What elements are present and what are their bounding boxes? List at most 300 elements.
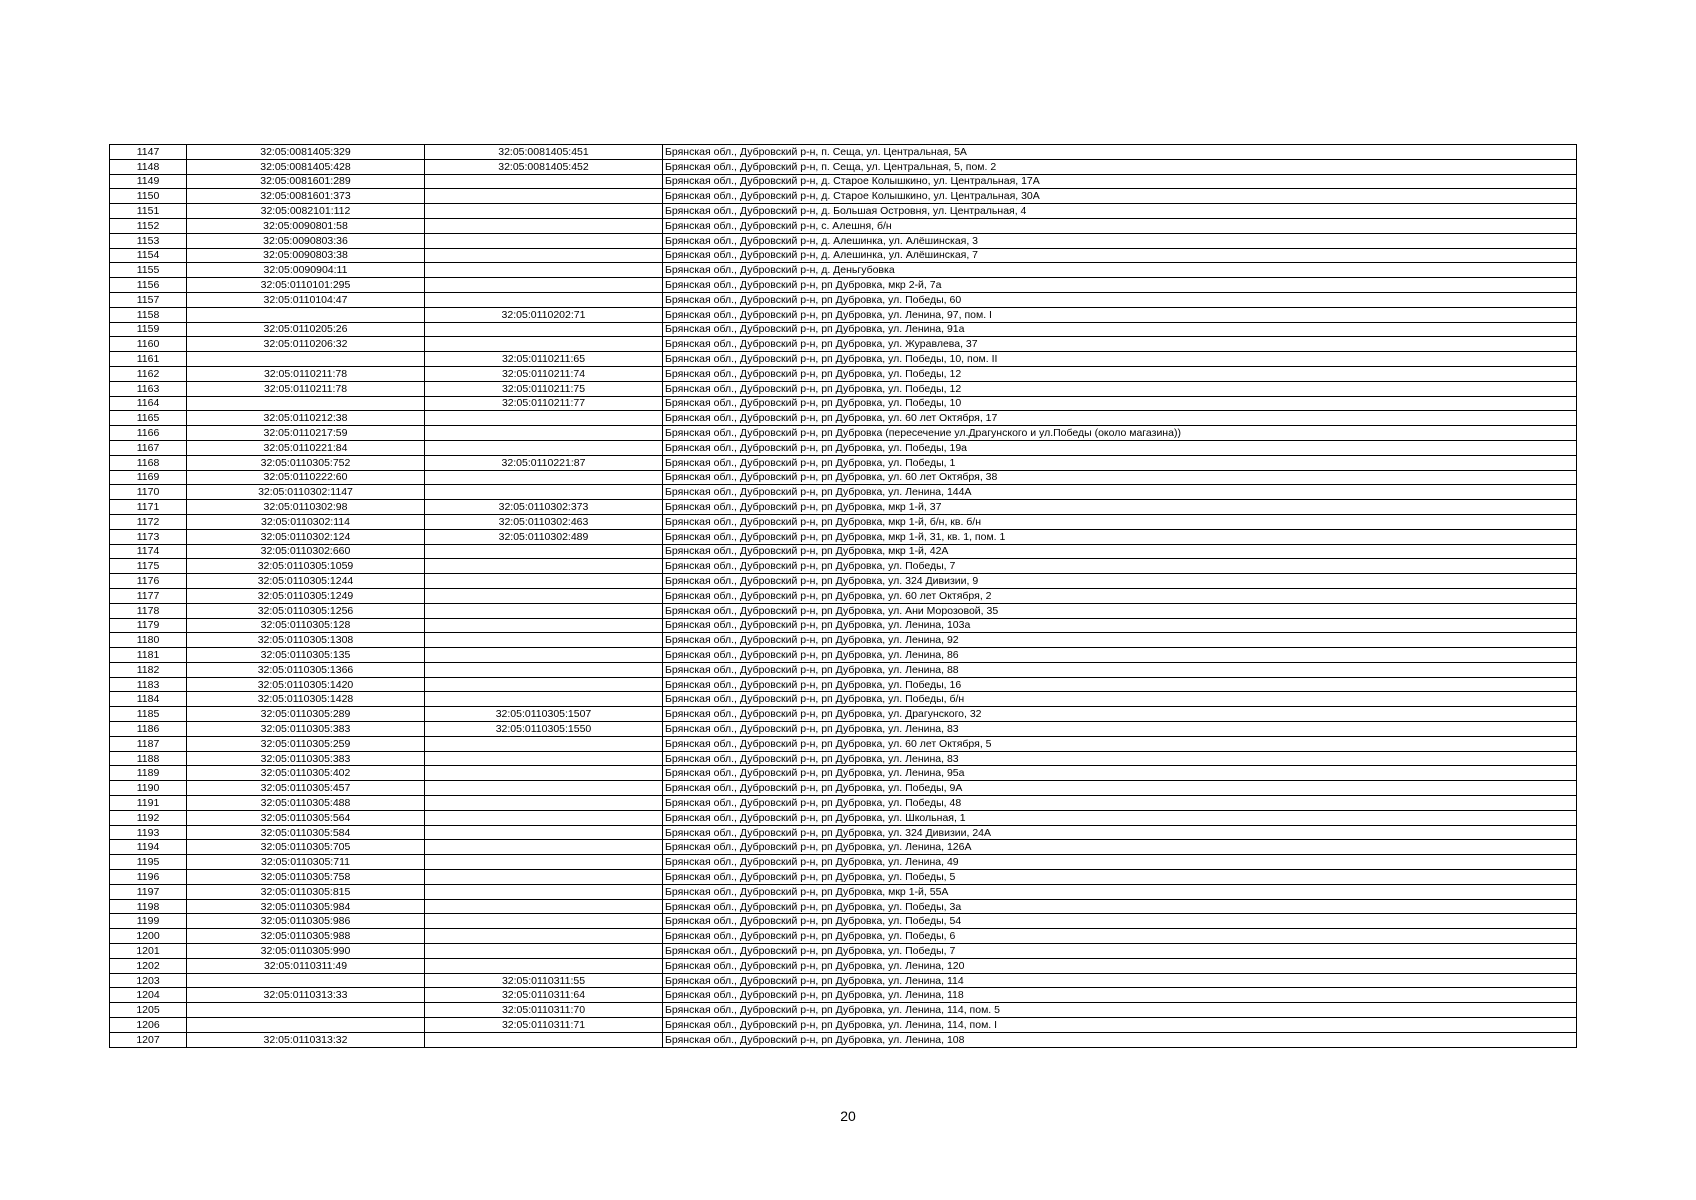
building-cadastral-number-cell: 32:05:0110211:77 bbox=[425, 396, 663, 411]
address-cell: Брянская обл., Дубровский р-н, д. Большая Островня, ул. Центральная, 4 bbox=[663, 204, 1577, 219]
building-cadastral-number-cell: 32:05:0110305:1550 bbox=[425, 722, 663, 737]
address-cell: Брянская обл., Дубровский р-н, рп Дубровка, мкр 1-й, 42А bbox=[663, 544, 1577, 559]
building-cadastral-number-cell: 32:05:0110302:463 bbox=[425, 514, 663, 529]
table-row bbox=[110, 292, 1577, 307]
address-cell: Брянская обл., Дубровский р-н, рп Дубровка, ул. Ленина, 114, пом. I bbox=[663, 1018, 1577, 1033]
land-cadastral-number-cell: 32:05:0081601:373 bbox=[187, 189, 425, 204]
address-cell: Брянская обл., Дубровский р-н, рп Дубровка, ул. Победы, 1 bbox=[663, 455, 1577, 470]
table-row bbox=[110, 958, 1577, 973]
address-cell: Брянская обл., Дубровский р-н, рп Дубровка, ул. Ленина, 120 bbox=[663, 958, 1577, 973]
address-cell: Брянская обл., Дубровский р-н, рп Дубровка, ул. Победы, 54 bbox=[663, 914, 1577, 929]
row-number-cell: 1173 bbox=[110, 529, 187, 544]
table-body bbox=[110, 145, 1577, 1048]
row-number-cell: 1179 bbox=[110, 618, 187, 633]
address-cell: Брянская обл., Дубровский р-н, д. Деньгубовка bbox=[663, 263, 1577, 278]
table-row bbox=[110, 870, 1577, 885]
table-row bbox=[110, 840, 1577, 855]
building-cadastral-number-cell bbox=[425, 662, 663, 677]
table-row bbox=[110, 707, 1577, 722]
row-number-cell: 1187 bbox=[110, 736, 187, 751]
land-cadastral-number-cell: 32:05:0110305:1059 bbox=[187, 559, 425, 574]
building-cadastral-number-cell bbox=[425, 751, 663, 766]
land-cadastral-number-cell: 32:05:0110211:78 bbox=[187, 366, 425, 381]
row-number-cell: 1193 bbox=[110, 825, 187, 840]
table-row bbox=[110, 366, 1577, 381]
building-cadastral-number-cell bbox=[425, 292, 663, 307]
land-cadastral-number-cell bbox=[187, 396, 425, 411]
table-row bbox=[110, 174, 1577, 189]
building-cadastral-number-cell bbox=[425, 574, 663, 589]
table-row bbox=[110, 884, 1577, 899]
building-cadastral-number-cell bbox=[425, 248, 663, 263]
building-cadastral-number-cell bbox=[425, 204, 663, 219]
row-number-cell: 1154 bbox=[110, 248, 187, 263]
table-row bbox=[110, 662, 1577, 677]
land-cadastral-number-cell: 32:05:0110305:1249 bbox=[187, 588, 425, 603]
table-row bbox=[110, 307, 1577, 322]
table-row bbox=[110, 944, 1577, 959]
table-row bbox=[110, 500, 1577, 515]
land-cadastral-number-cell: 32:05:0110305:402 bbox=[187, 766, 425, 781]
row-number-cell: 1152 bbox=[110, 218, 187, 233]
row-number-cell: 1157 bbox=[110, 292, 187, 307]
building-cadastral-number-cell bbox=[425, 766, 663, 781]
land-cadastral-number-cell: 32:05:0110305:990 bbox=[187, 944, 425, 959]
land-cadastral-number-cell: 32:05:0081601:289 bbox=[187, 174, 425, 189]
address-cell: Брянская обл., Дубровский р-н, рп Дубровка, ул. 324 Дивизии, 24А bbox=[663, 825, 1577, 840]
address-cell: Брянская обл., Дубровский р-н, рп Дубровка, ул. 324 Дивизии, 9 bbox=[663, 574, 1577, 589]
address-cell: Брянская обл., Дубровский р-н, рп Дубровка, ул. Победы, 7 bbox=[663, 559, 1577, 574]
row-number-cell: 1178 bbox=[110, 603, 187, 618]
address-cell: Брянская обл., Дубровский р-н, рп Дубровка, ул. 60 лет Октября, 38 bbox=[663, 470, 1577, 485]
row-number-cell: 1202 bbox=[110, 958, 187, 973]
row-number-cell: 1147 bbox=[110, 145, 187, 160]
address-cell: Брянская обл., Дубровский р-н, рп Дубровка, ул. Победы, 60 bbox=[663, 292, 1577, 307]
land-cadastral-number-cell: 32:05:0110305:383 bbox=[187, 722, 425, 737]
building-cadastral-number-cell bbox=[425, 440, 663, 455]
row-number-cell: 1150 bbox=[110, 189, 187, 204]
row-number-cell: 1156 bbox=[110, 278, 187, 293]
address-cell: Брянская обл., Дубровский р-н, рп Дубровка, ул. Победы, 3а bbox=[663, 899, 1577, 914]
table-row bbox=[110, 248, 1577, 263]
table-row bbox=[110, 396, 1577, 411]
building-cadastral-number-cell bbox=[425, 825, 663, 840]
building-cadastral-number-cell: 32:05:0081405:452 bbox=[425, 159, 663, 174]
land-cadastral-number-cell: 32:05:0110305:488 bbox=[187, 796, 425, 811]
land-cadastral-number-cell bbox=[187, 352, 425, 367]
row-number-cell: 1181 bbox=[110, 648, 187, 663]
address-cell: Брянская обл., Дубровский р-н, рп Дубровка, ул. Победы, 16 bbox=[663, 677, 1577, 692]
land-cadastral-number-cell: 32:05:0110305:711 bbox=[187, 855, 425, 870]
table-row bbox=[110, 825, 1577, 840]
row-number-cell: 1163 bbox=[110, 381, 187, 396]
row-number-cell: 1155 bbox=[110, 263, 187, 278]
row-number-cell: 1186 bbox=[110, 722, 187, 737]
address-cell: Брянская обл., Дубровский р-н, рп Дубровка, ул. Победы, 10 bbox=[663, 396, 1577, 411]
building-cadastral-number-cell bbox=[425, 677, 663, 692]
land-cadastral-number-cell: 32:05:0110302:114 bbox=[187, 514, 425, 529]
table-row bbox=[110, 411, 1577, 426]
building-cadastral-number-cell: 32:05:0110202:71 bbox=[425, 307, 663, 322]
address-cell: Брянская обл., Дубровский р-н, д. Старое Колышкино, ул. Центральная, 30А bbox=[663, 189, 1577, 204]
row-number-cell: 1195 bbox=[110, 855, 187, 870]
land-cadastral-number-cell: 32:05:0110217:59 bbox=[187, 426, 425, 441]
row-number-cell: 1198 bbox=[110, 899, 187, 914]
table-row bbox=[110, 1018, 1577, 1033]
land-cadastral-number-cell: 32:05:0110305:1256 bbox=[187, 603, 425, 618]
table-row bbox=[110, 145, 1577, 160]
address-cell: Брянская обл., Дубровский р-н, п. Сеща, ул. Центральная, 5А bbox=[663, 145, 1577, 160]
row-number-cell: 1194 bbox=[110, 840, 187, 855]
table-row bbox=[110, 337, 1577, 352]
table-row bbox=[110, 159, 1577, 174]
building-cadastral-number-cell bbox=[425, 736, 663, 751]
table-row bbox=[110, 899, 1577, 914]
land-cadastral-number-cell: 32:05:0081405:329 bbox=[187, 145, 425, 160]
row-number-cell: 1185 bbox=[110, 707, 187, 722]
building-cadastral-number-cell bbox=[425, 603, 663, 618]
row-number-cell: 1183 bbox=[110, 677, 187, 692]
row-number-cell: 1200 bbox=[110, 929, 187, 944]
building-cadastral-number-cell bbox=[425, 692, 663, 707]
table-row bbox=[110, 781, 1577, 796]
building-cadastral-number-cell bbox=[425, 544, 663, 559]
land-cadastral-number-cell: 32:05:0110305:705 bbox=[187, 840, 425, 855]
land-cadastral-number-cell: 32:05:0110221:84 bbox=[187, 440, 425, 455]
building-cadastral-number-cell: 32:05:0110211:74 bbox=[425, 366, 663, 381]
land-cadastral-number-cell: 32:05:0090803:36 bbox=[187, 233, 425, 248]
row-number-cell: 1172 bbox=[110, 514, 187, 529]
land-cadastral-number-cell: 32:05:0110305:128 bbox=[187, 618, 425, 633]
row-number-cell: 1165 bbox=[110, 411, 187, 426]
land-cadastral-number-cell: 32:05:0090801:58 bbox=[187, 218, 425, 233]
land-cadastral-number-cell: 32:05:0110211:78 bbox=[187, 381, 425, 396]
address-cell: Брянская обл., Дубровский р-н, рп Дубровка, ул. Ленина, 108 bbox=[663, 1032, 1577, 1047]
address-cell: Брянская обл., Дубровский р-н, рп Дубровка, мкр 1-й, 55А bbox=[663, 884, 1577, 899]
table-row bbox=[110, 559, 1577, 574]
address-cell: Брянская обл., Дубровский р-н, рп Дубровка, ул. Ленина, 49 bbox=[663, 855, 1577, 870]
land-cadastral-number-cell: 32:05:0110305:815 bbox=[187, 884, 425, 899]
address-cell: Брянская обл., Дубровский р-н, рп Дубровка, ул. Победы, б/н bbox=[663, 692, 1577, 707]
address-cell: Брянская обл., Дубровский р-н, рп Дубровка, мкр 1-й, 31, кв. 1, пом. 1 bbox=[663, 529, 1577, 544]
row-number-cell: 1180 bbox=[110, 633, 187, 648]
address-cell: Брянская обл., Дубровский р-н, рп Дубровка, ул. Победы, 7 bbox=[663, 944, 1577, 959]
table-row bbox=[110, 233, 1577, 248]
building-cadastral-number-cell: 32:05:0110302:373 bbox=[425, 500, 663, 515]
table-row bbox=[110, 278, 1577, 293]
address-cell: Брянская обл., Дубровский р-н, рп Дубровка, ул. Ленина, 118 bbox=[663, 988, 1577, 1003]
building-cadastral-number-cell bbox=[425, 855, 663, 870]
table-row bbox=[110, 677, 1577, 692]
land-cadastral-number-cell: 32:05:0110305:1366 bbox=[187, 662, 425, 677]
address-cell: Брянская обл., Дубровский р-н, рп Дубровка, ул. Драгунского, 32 bbox=[663, 707, 1577, 722]
row-number-cell: 1199 bbox=[110, 914, 187, 929]
row-number-cell: 1176 bbox=[110, 574, 187, 589]
address-cell: Брянская обл., Дубровский р-н, рп Дубровка, ул. Школьная, 1 bbox=[663, 810, 1577, 825]
address-cell: Брянская обл., Дубровский р-н, рп Дубровка, ул. Ленина, 95а bbox=[663, 766, 1577, 781]
land-cadastral-number-cell: 32:05:0110305:1420 bbox=[187, 677, 425, 692]
row-number-cell: 1205 bbox=[110, 1003, 187, 1018]
building-cadastral-number-cell bbox=[425, 810, 663, 825]
land-cadastral-number-cell: 32:05:0110305:584 bbox=[187, 825, 425, 840]
land-cadastral-number-cell: 32:05:0090803:38 bbox=[187, 248, 425, 263]
table-row bbox=[110, 322, 1577, 337]
row-number-cell: 1161 bbox=[110, 352, 187, 367]
address-cell: Брянская обл., Дубровский р-н, рп Дубровка, ул. Победы, 19а bbox=[663, 440, 1577, 455]
row-number-cell: 1207 bbox=[110, 1032, 187, 1047]
land-cadastral-number-cell: 32:05:0110302:660 bbox=[187, 544, 425, 559]
land-cadastral-number-cell: 32:05:0110305:758 bbox=[187, 870, 425, 885]
building-cadastral-number-cell bbox=[425, 840, 663, 855]
property-register-table bbox=[109, 144, 1577, 1048]
building-cadastral-number-cell: 32:05:0110311:70 bbox=[425, 1003, 663, 1018]
land-cadastral-number-cell: 32:05:0110302:1147 bbox=[187, 485, 425, 500]
address-cell: Брянская обл., Дубровский р-н, рп Дубровка, ул. Ленина, 91а bbox=[663, 322, 1577, 337]
address-cell: Брянская обл., Дубровский р-н, рп Дубровка, ул. 60 лет Октября, 2 bbox=[663, 588, 1577, 603]
land-cadastral-number-cell: 32:05:0082101:112 bbox=[187, 204, 425, 219]
land-cadastral-number-cell: 32:05:0110305:383 bbox=[187, 751, 425, 766]
table-row bbox=[110, 544, 1577, 559]
address-cell: Брянская обл., Дубровский р-н, рп Дубровка, ул. Ленина, 92 bbox=[663, 633, 1577, 648]
table-row bbox=[110, 588, 1577, 603]
table-row bbox=[110, 204, 1577, 219]
row-number-cell: 1149 bbox=[110, 174, 187, 189]
address-cell: Брянская обл., Дубровский р-н, рп Дубровка, ул. Победы, 6 bbox=[663, 929, 1577, 944]
land-cadastral-number-cell: 32:05:0110305:259 bbox=[187, 736, 425, 751]
land-cadastral-number-cell: 32:05:0110305:984 bbox=[187, 899, 425, 914]
building-cadastral-number-cell bbox=[425, 1032, 663, 1047]
page-number: 20 bbox=[840, 1108, 856, 1124]
table-row bbox=[110, 381, 1577, 396]
land-cadastral-number-cell: 32:05:0110305:1428 bbox=[187, 692, 425, 707]
row-number-cell: 1190 bbox=[110, 781, 187, 796]
building-cadastral-number-cell bbox=[425, 884, 663, 899]
table-row bbox=[110, 796, 1577, 811]
row-number-cell: 1166 bbox=[110, 426, 187, 441]
building-cadastral-number-cell bbox=[425, 278, 663, 293]
building-cadastral-number-cell bbox=[425, 322, 663, 337]
building-cadastral-number-cell: 32:05:0081405:451 bbox=[425, 145, 663, 160]
address-cell: Брянская обл., Дубровский р-н, рп Дубровка, мкр 1-й, б/н, кв. б/н bbox=[663, 514, 1577, 529]
row-number-cell: 1174 bbox=[110, 544, 187, 559]
address-cell: Брянская обл., Дубровский р-н, п. Сеща, ул. Центральная, 5, пом. 2 bbox=[663, 159, 1577, 174]
building-cadastral-number-cell bbox=[425, 618, 663, 633]
address-cell: Брянская обл., Дубровский р-н, рп Дубровка, ул. Ленина, 144А bbox=[663, 485, 1577, 500]
building-cadastral-number-cell bbox=[425, 914, 663, 929]
address-cell: Брянская обл., Дубровский р-н, рп Дубровка, ул. Ленина, 83 bbox=[663, 751, 1577, 766]
address-cell: Брянская обл., Дубровский р-н, рп Дубровка, ул. Ленина, 114 bbox=[663, 973, 1577, 988]
address-cell: Брянская обл., Дубровский р-н, рп Дубровка, ул. Победы, 48 bbox=[663, 796, 1577, 811]
address-cell: Брянская обл., Дубровский р-н, рп Дубровка, ул. Ленина, 88 bbox=[663, 662, 1577, 677]
building-cadastral-number-cell bbox=[425, 588, 663, 603]
table-row bbox=[110, 973, 1577, 988]
address-cell: Брянская обл., Дубровский р-н, рп Дубровка, мкр 2-й, 7а bbox=[663, 278, 1577, 293]
table-row bbox=[110, 648, 1577, 663]
address-cell: Брянская обл., Дубровский р-н, рп Дубровка, ул. Ленина, 103а bbox=[663, 618, 1577, 633]
table-row bbox=[110, 633, 1577, 648]
row-number-cell: 1153 bbox=[110, 233, 187, 248]
land-cadastral-number-cell: 32:05:0110313:32 bbox=[187, 1032, 425, 1047]
address-cell: Брянская обл., Дубровский р-н, рп Дубровка, ул. Победы, 10, пом. II bbox=[663, 352, 1577, 367]
land-cadastral-number-cell: 32:05:0110212:38 bbox=[187, 411, 425, 426]
row-number-cell: 1160 bbox=[110, 337, 187, 352]
building-cadastral-number-cell: 32:05:0110211:75 bbox=[425, 381, 663, 396]
row-number-cell: 1204 bbox=[110, 988, 187, 1003]
land-cadastral-number-cell: 32:05:0110222:60 bbox=[187, 470, 425, 485]
building-cadastral-number-cell: 32:05:0110302:489 bbox=[425, 529, 663, 544]
address-cell: Брянская обл., Дубровский р-н, рп Дубровка, ул. Ленина, 97, пом. I bbox=[663, 307, 1577, 322]
row-number-cell: 1167 bbox=[110, 440, 187, 455]
building-cadastral-number-cell bbox=[425, 233, 663, 248]
table-row bbox=[110, 618, 1577, 633]
address-cell: Брянская обл., Дубровский р-н, рп Дубровка, мкр 1-й, 37 bbox=[663, 500, 1577, 515]
building-cadastral-number-cell bbox=[425, 426, 663, 441]
row-number-cell: 1182 bbox=[110, 662, 187, 677]
row-number-cell: 1171 bbox=[110, 500, 187, 515]
row-number-cell: 1188 bbox=[110, 751, 187, 766]
row-number-cell: 1170 bbox=[110, 485, 187, 500]
building-cadastral-number-cell bbox=[425, 218, 663, 233]
building-cadastral-number-cell bbox=[425, 870, 663, 885]
address-cell: Брянская обл., Дубровский р-н, рп Дубровка, ул. Победы, 12 bbox=[663, 366, 1577, 381]
row-number-cell: 1169 bbox=[110, 470, 187, 485]
table-row bbox=[110, 263, 1577, 278]
table-row bbox=[110, 766, 1577, 781]
land-cadastral-number-cell: 32:05:0110305:457 bbox=[187, 781, 425, 796]
land-cadastral-number-cell: 32:05:0110205:26 bbox=[187, 322, 425, 337]
address-cell: Брянская обл., Дубровский р-н, д. Алешинка, ул. Алёшинская, 7 bbox=[663, 248, 1577, 263]
table-row bbox=[110, 722, 1577, 737]
address-cell: Брянская обл., Дубровский р-н, рп Дубровка, ул. Победы, 9А bbox=[663, 781, 1577, 796]
building-cadastral-number-cell bbox=[425, 174, 663, 189]
row-number-cell: 1151 bbox=[110, 204, 187, 219]
row-number-cell: 1184 bbox=[110, 692, 187, 707]
address-cell: Брянская обл., Дубровский р-н, рп Дубровка, ул. Ленина, 83 bbox=[663, 722, 1577, 737]
land-cadastral-number-cell: 32:05:0110305:1308 bbox=[187, 633, 425, 648]
building-cadastral-number-cell bbox=[425, 781, 663, 796]
building-cadastral-number-cell bbox=[425, 958, 663, 973]
address-cell: Брянская обл., Дубровский р-н, рп Дубровка, ул. Победы, 12 bbox=[663, 381, 1577, 396]
land-cadastral-number-cell: 32:05:0110305:752 bbox=[187, 455, 425, 470]
row-number-cell: 1148 bbox=[110, 159, 187, 174]
row-number-cell: 1206 bbox=[110, 1018, 187, 1033]
table-row bbox=[110, 189, 1577, 204]
row-number-cell: 1159 bbox=[110, 322, 187, 337]
table-row bbox=[110, 1032, 1577, 1047]
building-cadastral-number-cell bbox=[425, 485, 663, 500]
land-cadastral-number-cell: 32:05:0110305:1244 bbox=[187, 574, 425, 589]
address-cell: Брянская обл., Дубровский р-н, рп Дубровка, ул. 60 лет Октября, 17 bbox=[663, 411, 1577, 426]
building-cadastral-number-cell: 32:05:0110311:71 bbox=[425, 1018, 663, 1033]
building-cadastral-number-cell bbox=[425, 796, 663, 811]
row-number-cell: 1175 bbox=[110, 559, 187, 574]
land-cadastral-number-cell: 32:05:0110305:289 bbox=[187, 707, 425, 722]
address-cell: Брянская обл., Дубровский р-н, рп Дубровка, ул. Журавлева, 37 bbox=[663, 337, 1577, 352]
address-cell: Брянская обл., Дубровский р-н, рп Дубровка, ул. Ленина, 86 bbox=[663, 648, 1577, 663]
table-row bbox=[110, 1003, 1577, 1018]
table-row bbox=[110, 218, 1577, 233]
row-number-cell: 1158 bbox=[110, 307, 187, 322]
row-number-cell: 1168 bbox=[110, 455, 187, 470]
building-cadastral-number-cell: 32:05:0110311:55 bbox=[425, 973, 663, 988]
table-row bbox=[110, 751, 1577, 766]
table-row bbox=[110, 692, 1577, 707]
table-row bbox=[110, 914, 1577, 929]
table-row bbox=[110, 426, 1577, 441]
table-row bbox=[110, 736, 1577, 751]
land-cadastral-number-cell: 32:05:0090904:11 bbox=[187, 263, 425, 278]
row-number-cell: 1201 bbox=[110, 944, 187, 959]
table-row bbox=[110, 455, 1577, 470]
land-cadastral-number-cell bbox=[187, 973, 425, 988]
row-number-cell: 1196 bbox=[110, 870, 187, 885]
building-cadastral-number-cell bbox=[425, 470, 663, 485]
address-cell: Брянская обл., Дубровский р-н, рп Дубровка, ул. Победы, 5 bbox=[663, 870, 1577, 885]
building-cadastral-number-cell bbox=[425, 899, 663, 914]
land-cadastral-number-cell: 32:05:0110305:988 bbox=[187, 929, 425, 944]
building-cadastral-number-cell bbox=[425, 648, 663, 663]
land-cadastral-number-cell bbox=[187, 1003, 425, 1018]
building-cadastral-number-cell: 32:05:0110221:87 bbox=[425, 455, 663, 470]
land-cadastral-number-cell: 32:05:0110104:47 bbox=[187, 292, 425, 307]
building-cadastral-number-cell: 32:05:0110305:1507 bbox=[425, 707, 663, 722]
land-cadastral-number-cell: 32:05:0110302:124 bbox=[187, 529, 425, 544]
building-cadastral-number-cell bbox=[425, 189, 663, 204]
table-row bbox=[110, 603, 1577, 618]
land-cadastral-number-cell bbox=[187, 1018, 425, 1033]
building-cadastral-number-cell bbox=[425, 337, 663, 352]
row-number-cell: 1203 bbox=[110, 973, 187, 988]
land-cadastral-number-cell: 32:05:0110305:564 bbox=[187, 810, 425, 825]
building-cadastral-number-cell: 32:05:0110311:64 bbox=[425, 988, 663, 1003]
address-cell: Брянская обл., Дубровский р-н, д. Старое Колышкино, ул. Центральная, 17А bbox=[663, 174, 1577, 189]
building-cadastral-number-cell bbox=[425, 411, 663, 426]
land-cadastral-number-cell: 32:05:0110206:32 bbox=[187, 337, 425, 352]
land-cadastral-number-cell: 32:05:0110313:33 bbox=[187, 988, 425, 1003]
row-number-cell: 1177 bbox=[110, 588, 187, 603]
land-cadastral-number-cell: 32:05:0110311:49 bbox=[187, 958, 425, 973]
building-cadastral-number-cell bbox=[425, 559, 663, 574]
land-cadastral-number-cell: 32:05:0110305:135 bbox=[187, 648, 425, 663]
address-cell: Брянская обл., Дубровский р-н, д. Алешинка, ул. Алёшинская, 3 bbox=[663, 233, 1577, 248]
table-row bbox=[110, 485, 1577, 500]
row-number-cell: 1197 bbox=[110, 884, 187, 899]
building-cadastral-number-cell bbox=[425, 263, 663, 278]
row-number-cell: 1162 bbox=[110, 366, 187, 381]
table-row bbox=[110, 810, 1577, 825]
land-cadastral-number-cell: 32:05:0110302:98 bbox=[187, 500, 425, 515]
building-cadastral-number-cell bbox=[425, 929, 663, 944]
land-cadastral-number-cell: 32:05:0110101:295 bbox=[187, 278, 425, 293]
table-row bbox=[110, 988, 1577, 1003]
row-number-cell: 1192 bbox=[110, 810, 187, 825]
address-cell: Брянская обл., Дубровский р-н, с. Алешня, б/н bbox=[663, 218, 1577, 233]
address-cell: Брянская обл., Дубровский р-н, рп Дубровка, ул. 60 лет Октября, 5 bbox=[663, 736, 1577, 751]
table-row bbox=[110, 440, 1577, 455]
address-cell: Брянская обл., Дубровский р-н, рп Дубровка (пересечение ул.Драгунского и ул.Победы (около магазина)) bbox=[663, 426, 1577, 441]
row-number-cell: 1191 bbox=[110, 796, 187, 811]
table-row bbox=[110, 929, 1577, 944]
table-row bbox=[110, 470, 1577, 485]
land-cadastral-number-cell: 32:05:0110305:986 bbox=[187, 914, 425, 929]
row-number-cell: 1189 bbox=[110, 766, 187, 781]
table-row bbox=[110, 514, 1577, 529]
row-number-cell: 1164 bbox=[110, 396, 187, 411]
building-cadastral-number-cell bbox=[425, 944, 663, 959]
address-cell: Брянская обл., Дубровский р-н, рп Дубровка, ул. Ани Морозовой, 35 bbox=[663, 603, 1577, 618]
table-row bbox=[110, 855, 1577, 870]
address-cell: Брянская обл., Дубровский р-н, рп Дубровка, ул. Ленина, 114, пом. 5 bbox=[663, 1003, 1577, 1018]
